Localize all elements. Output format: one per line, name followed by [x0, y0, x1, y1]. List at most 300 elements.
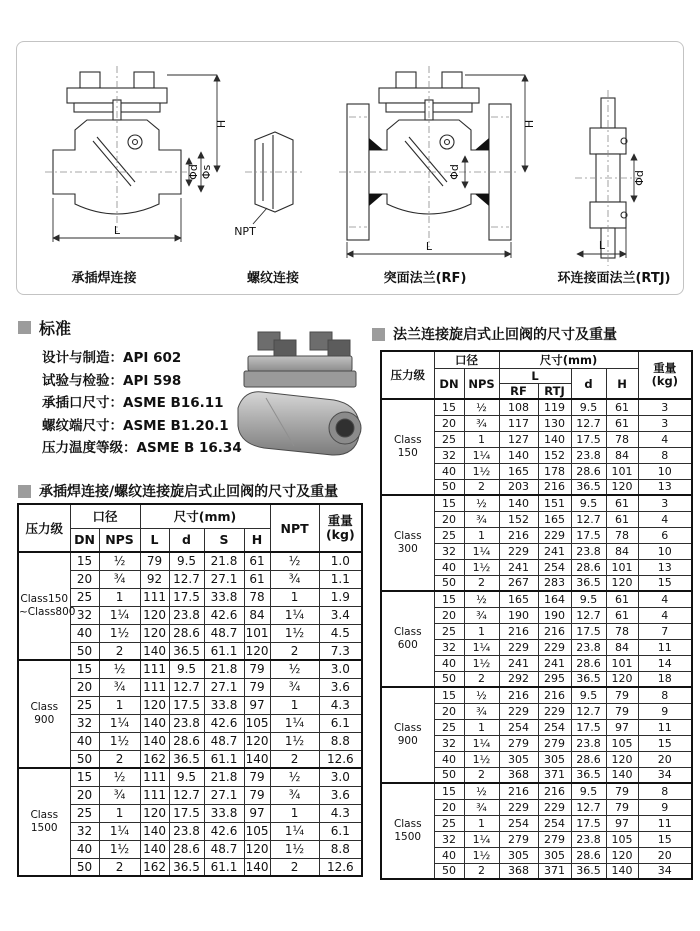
value-cell: 292: [499, 671, 538, 687]
value-cell: 78: [606, 431, 638, 447]
value-cell: 1: [464, 623, 499, 639]
table-row: [18, 840, 362, 858]
value-cell: 33.8: [204, 588, 244, 606]
value-cell: ½: [270, 552, 319, 570]
table-row: [18, 750, 362, 768]
value-cell: 11: [638, 815, 692, 831]
value-cell: ¾: [270, 786, 319, 804]
value-cell: 61.1: [204, 858, 244, 876]
weight-unit-label: (kg): [325, 527, 355, 542]
value-cell: 40: [434, 463, 464, 479]
col-header-l: L: [140, 528, 169, 552]
value-cell: 9.5: [571, 591, 606, 607]
value-cell: 9.5: [571, 399, 606, 415]
value-cell: 9.5: [571, 783, 606, 799]
standards-item-label: 设计与制造：: [42, 350, 123, 366]
value-cell: 6.1: [319, 822, 362, 840]
value-cell: 1.9: [319, 588, 362, 606]
col-header-nps: NPS: [99, 528, 140, 552]
pressure-class-cell: Class 1500: [381, 783, 434, 879]
value-cell: 2: [270, 642, 319, 660]
value-cell: 3: [638, 399, 692, 415]
value-cell: 50: [70, 642, 99, 660]
value-cell: 1: [464, 527, 499, 543]
value-cell: 1½: [99, 840, 140, 858]
value-cell: 12.7: [571, 415, 606, 431]
value-cell: 36.5: [169, 750, 204, 768]
col-header-d: d: [169, 528, 204, 552]
value-cell: 108: [499, 399, 538, 415]
value-cell: 23.8: [571, 639, 606, 655]
value-cell: 8.8: [319, 732, 362, 750]
section-bullet-icon: [18, 321, 31, 334]
value-cell: 2: [464, 863, 499, 879]
threaded-drawing: [234, 132, 305, 238]
value-cell: 162: [140, 750, 169, 768]
flange-table: [380, 350, 693, 880]
value-cell: 9.5: [169, 660, 204, 678]
value-cell: 120: [140, 624, 169, 642]
value-cell: 36.5: [169, 858, 204, 876]
flange-table-title: [372, 324, 617, 344]
standards-item-value: ASME B 16.34: [136, 440, 242, 456]
value-cell: 78: [244, 588, 270, 606]
value-cell: 305: [538, 847, 571, 863]
value-cell: 119: [538, 399, 571, 415]
value-cell: 105: [606, 831, 638, 847]
rtj-flange-drawing: [575, 90, 646, 266]
drawing-panel: [16, 41, 684, 295]
value-cell: 79: [244, 678, 270, 696]
table-row: [18, 804, 362, 822]
table-row: [18, 732, 362, 750]
value-cell: 15: [434, 399, 464, 415]
col-header-size: 尺寸(mm): [499, 351, 638, 369]
value-cell: 9: [638, 703, 692, 719]
standards-item-label: 螺纹端尺寸：: [42, 417, 123, 434]
col-header-nps: NPS: [464, 369, 499, 400]
value-cell: 105: [606, 735, 638, 751]
value-cell: 1: [99, 804, 140, 822]
value-cell: 120: [245, 734, 269, 748]
value-cell: 229: [538, 703, 571, 719]
value-cell: 15: [434, 687, 464, 703]
value-cell: 97: [606, 719, 638, 735]
value-cell: 111: [140, 678, 169, 696]
col-header-pressure: 压力级: [18, 504, 70, 552]
value-cell: 1¼: [464, 447, 499, 463]
value-cell: 61: [244, 570, 270, 588]
value-cell: 111: [140, 768, 169, 786]
value-cell: 120: [140, 696, 169, 714]
value-cell: 140: [606, 863, 638, 879]
value-cell: 120: [606, 847, 638, 863]
value-cell: 79: [244, 660, 270, 678]
value-cell: 36.5: [571, 767, 606, 783]
pressure-class-cell: Class150 ~Class800: [18, 552, 70, 660]
value-cell: 17.5: [169, 588, 204, 606]
value-cell: 18: [638, 671, 692, 687]
value-cell: 15: [638, 575, 692, 591]
value-cell: 3.0: [319, 768, 362, 786]
value-cell: 254: [499, 719, 538, 735]
value-cell: 40: [434, 559, 464, 575]
value-cell: 8: [638, 447, 692, 463]
pressure-class-cell: Class 600: [381, 591, 434, 687]
value-cell: ½: [270, 768, 319, 786]
value-cell: 216: [499, 623, 538, 639]
value-cell: 1¼: [270, 822, 319, 840]
value-cell: 27.1: [204, 786, 244, 804]
value-cell: ½: [464, 687, 499, 703]
value-cell: 50: [434, 575, 464, 591]
value-cell: 79: [606, 687, 638, 703]
standards-item-value: API 602: [123, 350, 182, 366]
standards-item-value: API 598: [123, 372, 182, 389]
value-cell: 371: [538, 863, 571, 879]
value-cell: ½: [99, 660, 140, 678]
col-header-weight: [319, 504, 362, 552]
table-row: [18, 822, 362, 840]
value-cell: ¾: [464, 415, 499, 431]
value-cell: 120: [245, 842, 269, 856]
value-cell: ½: [464, 399, 499, 415]
value-cell: 140: [140, 732, 169, 750]
value-cell: 42.6: [204, 714, 244, 732]
table-row: [381, 783, 692, 799]
standards-item-label: 承插口尺寸：: [42, 395, 123, 411]
table-row: [18, 588, 362, 606]
value-cell: 8: [638, 783, 692, 799]
value-cell: 48.7: [204, 840, 244, 858]
value-cell: 127: [499, 431, 538, 447]
value-cell: 20: [434, 415, 464, 431]
value-cell: 190: [538, 607, 571, 623]
value-cell: 101: [606, 655, 638, 671]
socket-weld-table: [17, 503, 363, 877]
col-header-rf: RF: [499, 384, 538, 400]
value-cell: 36.5: [571, 671, 606, 687]
value-cell: 6: [638, 527, 692, 543]
standards-item: [42, 437, 242, 460]
value-cell: ½: [99, 552, 140, 570]
standards-item: [42, 370, 242, 393]
value-cell: 4: [638, 607, 692, 623]
standards-item: [42, 347, 242, 370]
value-cell: 111: [140, 660, 169, 678]
value-cell: 78: [606, 527, 638, 543]
value-cell: 36.5: [571, 575, 606, 591]
value-cell: 13: [638, 559, 692, 575]
value-cell: 1¼: [99, 714, 140, 732]
value-cell: 84: [244, 606, 270, 624]
value-cell: 229: [499, 543, 538, 559]
col-header-dn: DN: [434, 369, 464, 400]
value-cell: 4.5: [319, 624, 362, 642]
value-cell: 140: [244, 858, 270, 876]
value-cell: 371: [538, 767, 571, 783]
value-cell: 32: [434, 831, 464, 847]
table-row: [18, 768, 362, 786]
value-cell: 25: [70, 804, 99, 822]
col-header-d: d: [571, 369, 606, 400]
value-cell: 25: [434, 815, 464, 831]
value-cell: 12.7: [571, 703, 606, 719]
value-cell: 1½: [464, 559, 499, 575]
value-cell: 50: [434, 863, 464, 879]
weight-label: 重量: [653, 360, 677, 375]
value-cell: 1: [464, 431, 499, 447]
value-cell: 12.7: [571, 511, 606, 527]
value-cell: 25: [434, 431, 464, 447]
value-cell: 6.1: [319, 714, 362, 732]
value-cell: ¾: [464, 607, 499, 623]
drawing-caption: 螺纹连接: [246, 271, 300, 286]
value-cell: ¾: [99, 786, 140, 804]
value-cell: ¾: [99, 570, 140, 588]
value-cell: 15: [638, 831, 692, 847]
col-header-h: H: [606, 369, 638, 400]
pressure-class-cell: Class 900: [381, 687, 434, 783]
value-cell: 97: [244, 696, 270, 714]
value-cell: 120: [606, 751, 638, 767]
weight-unit-label: (kg): [651, 374, 678, 388]
value-cell: 97: [606, 815, 638, 831]
value-cell: 2: [99, 642, 140, 660]
drawing-caption: 突面法兰(RF): [383, 271, 467, 286]
value-cell: 32: [70, 714, 99, 732]
value-cell: 368: [499, 863, 538, 879]
value-cell: 17.5: [571, 719, 606, 735]
value-cell: 25: [70, 588, 99, 606]
table-row: [18, 678, 362, 696]
value-cell: 28.6: [571, 463, 606, 479]
value-cell: 28.6: [571, 847, 606, 863]
value-cell: 15: [70, 552, 99, 570]
value-cell: 23.8: [169, 606, 204, 624]
col-header-dn: DN: [70, 528, 99, 552]
value-cell: 140: [538, 431, 571, 447]
value-cell: 120: [140, 804, 169, 822]
value-cell: 140: [140, 840, 169, 858]
value-cell: 20: [70, 570, 99, 588]
value-cell: 2: [99, 750, 140, 768]
value-cell: 190: [499, 607, 538, 623]
value-cell: 254: [538, 559, 571, 575]
value-cell: ¾: [464, 703, 499, 719]
socket-weld-drawing: [45, 66, 228, 242]
dim-label-l: L: [113, 224, 121, 237]
value-cell: 8: [638, 687, 692, 703]
col-header-l: L: [499, 369, 571, 384]
value-cell: 140: [244, 750, 270, 768]
value-cell: 254: [538, 815, 571, 831]
value-cell: 216: [499, 527, 538, 543]
value-cell: 105: [245, 824, 269, 838]
table-row: [18, 714, 362, 732]
value-cell: 165: [499, 591, 538, 607]
value-cell: ½: [464, 591, 499, 607]
value-cell: 79: [606, 783, 638, 799]
section-bullet-icon: [372, 328, 385, 341]
value-cell: 17.5: [169, 804, 204, 822]
value-cell: 20: [434, 799, 464, 815]
value-cell: 178: [538, 463, 571, 479]
rf-flange-drawing: [339, 66, 536, 258]
value-cell: 84: [606, 543, 638, 559]
value-cell: 229: [499, 703, 538, 719]
value-cell: 152: [538, 447, 571, 463]
value-cell: ½: [464, 495, 499, 511]
value-cell: 15: [70, 660, 99, 678]
standards-title: 标准: [39, 319, 72, 338]
value-cell: 12.7: [169, 678, 204, 696]
value-cell: 50: [70, 858, 99, 876]
table-row: [18, 552, 362, 570]
value-cell: 2: [464, 479, 499, 495]
value-cell: 164: [538, 591, 571, 607]
value-cell: 23.8: [169, 822, 204, 840]
value-cell: 42.6: [204, 606, 244, 624]
value-cell: 254: [538, 719, 571, 735]
socket-weld-table-title: [18, 481, 338, 501]
value-cell: 32: [70, 606, 99, 624]
value-cell: 2: [464, 767, 499, 783]
value-cell: 1½: [99, 732, 140, 750]
value-cell: 3.0: [319, 660, 362, 678]
dim-label-phi-d: Φd: [448, 164, 461, 180]
value-cell: 21.8: [204, 660, 244, 678]
standards-item-value: ASME B16.11: [123, 395, 224, 411]
col-header-s: S: [204, 528, 244, 552]
value-cell: 216: [499, 783, 538, 799]
value-cell: 34: [638, 767, 692, 783]
value-cell: 9.5: [571, 495, 606, 511]
value-cell: 1¼: [270, 606, 319, 624]
value-cell: 40: [434, 847, 464, 863]
value-cell: 17.5: [571, 815, 606, 831]
value-cell: 1.0: [319, 552, 362, 570]
value-cell: 120: [244, 642, 270, 660]
value-cell: 15: [70, 768, 99, 786]
weight-label: 重量: [327, 512, 353, 528]
dim-label-phi-d: Φd: [187, 164, 200, 180]
value-cell: 1¼: [99, 822, 140, 840]
drawing-caption: 承插焊连接: [71, 271, 137, 286]
value-cell: 61: [606, 607, 638, 623]
value-cell: 84: [606, 447, 638, 463]
dim-label-npt: NPT: [234, 225, 256, 238]
value-cell: 23.8: [571, 831, 606, 847]
table-row: [18, 858, 362, 876]
value-cell: 140: [499, 447, 538, 463]
value-cell: 9.5: [169, 768, 204, 786]
value-cell: 267: [499, 575, 538, 591]
value-cell: 42.6: [204, 822, 244, 840]
value-cell: 295: [538, 671, 571, 687]
value-cell: ¾: [270, 678, 319, 696]
value-cell: 120: [606, 575, 638, 591]
value-cell: 61: [606, 495, 638, 511]
value-cell: 50: [434, 767, 464, 783]
value-cell: 283: [538, 575, 571, 591]
value-cell: 61.1: [204, 750, 244, 768]
value-cell: 20: [638, 847, 692, 863]
value-cell: 120: [606, 479, 638, 495]
value-cell: 1½: [270, 624, 319, 642]
value-cell: 1½: [270, 732, 319, 750]
value-cell: 1: [270, 588, 319, 606]
value-cell: 79: [606, 703, 638, 719]
value-cell: 117: [499, 415, 538, 431]
value-cell: 12.7: [169, 786, 204, 804]
value-cell: 229: [538, 527, 571, 543]
value-cell: 61.1: [204, 642, 244, 660]
pressure-class-cell: Class 150: [381, 399, 434, 495]
value-cell: 1: [270, 696, 319, 714]
drawing-caption: 环连接面法兰(RTJ): [557, 271, 671, 286]
value-cell: 27.1: [204, 678, 244, 696]
value-cell: 1¼: [464, 831, 499, 847]
col-header-size: 尺寸(mm): [140, 504, 270, 528]
value-cell: 32: [434, 447, 464, 463]
value-cell: 4: [638, 511, 692, 527]
value-cell: 152: [499, 511, 538, 527]
value-cell: 1: [99, 588, 140, 606]
value-cell: 50: [70, 750, 99, 768]
value-cell: 216: [538, 479, 571, 495]
value-cell: 20: [434, 703, 464, 719]
value-cell: 241: [538, 655, 571, 671]
table-row: [18, 696, 362, 714]
value-cell: 1¼: [99, 606, 140, 624]
value-cell: 1: [464, 719, 499, 735]
value-cell: 10: [638, 543, 692, 559]
value-cell: 216: [538, 783, 571, 799]
value-cell: 25: [70, 696, 99, 714]
value-cell: 21.8: [204, 552, 244, 570]
value-cell: 92: [140, 570, 169, 588]
value-cell: 61: [606, 591, 638, 607]
value-cell: 1½: [270, 840, 319, 858]
value-cell: 1: [99, 696, 140, 714]
value-cell: 1: [270, 804, 319, 822]
value-cell: 140: [499, 495, 538, 511]
value-cell: 9.5: [169, 552, 204, 570]
value-cell: 36.5: [571, 479, 606, 495]
value-cell: 4.3: [319, 804, 362, 822]
standards-item-label: 试验与检验：: [42, 372, 123, 389]
value-cell: 3: [638, 495, 692, 511]
value-cell: 23.8: [571, 447, 606, 463]
value-cell: ½: [99, 768, 140, 786]
value-cell: 105: [245, 716, 269, 730]
value-cell: 48.7: [204, 624, 244, 642]
value-cell: 4: [638, 431, 692, 447]
value-cell: 216: [538, 623, 571, 639]
value-cell: 40: [70, 624, 99, 642]
table-row: [18, 660, 362, 678]
value-cell: 28.6: [571, 751, 606, 767]
value-cell: 25: [434, 719, 464, 735]
table-row: [381, 399, 692, 415]
value-cell: 1.1: [319, 570, 362, 588]
value-cell: 1½: [464, 847, 499, 863]
value-cell: 40: [434, 751, 464, 767]
value-cell: 17.5: [571, 527, 606, 543]
value-cell: 36.5: [571, 863, 606, 879]
value-cell: 2: [464, 671, 499, 687]
